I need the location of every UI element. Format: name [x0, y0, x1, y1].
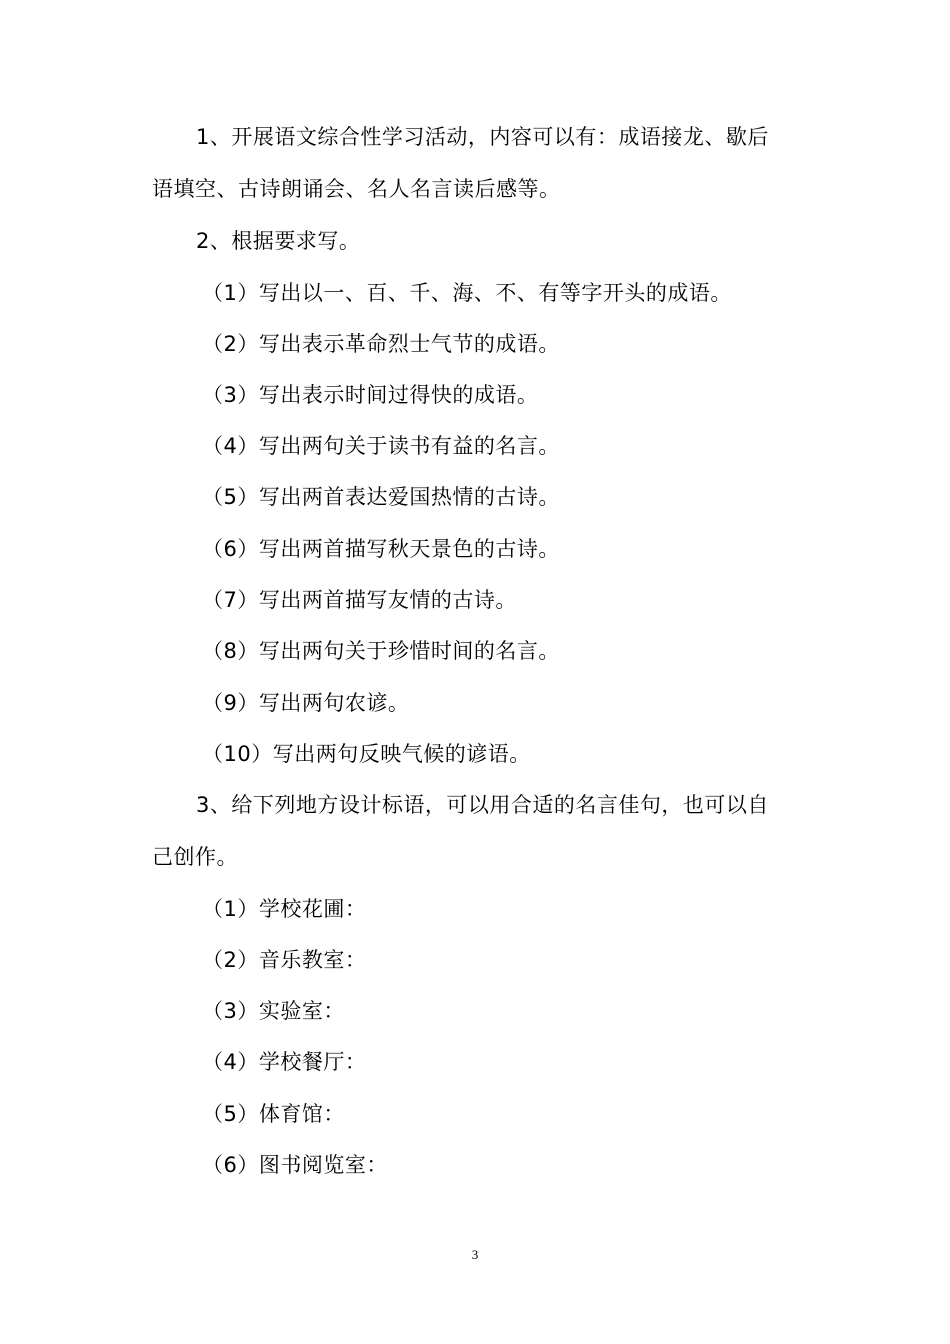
- section3-item: （4）学校餐厅：: [202, 1050, 367, 1074]
- section3-item: （3）实验室：: [202, 999, 345, 1023]
- page-number: 3: [471, 1247, 479, 1262]
- section2-item: （3）写出表示时间过得快的成语。: [202, 383, 539, 407]
- section2-item: （8）写出两句关于珍惜时间的名言。: [202, 639, 560, 663]
- section2-item: （9）写出两句农谚。: [202, 691, 410, 715]
- section3-item: （5）体育馆：: [202, 1102, 345, 1126]
- section2-item: （5）写出两首表达爱国热情的古诗。: [202, 485, 560, 509]
- section2-item: （1）写出以一、百、千、海、不、有等字开头的成语。: [202, 281, 732, 305]
- section3-line2: 己创作。: [152, 845, 238, 869]
- section3-item: （6）图书阅览室：: [202, 1153, 388, 1177]
- section3-item: （1）学校花圃：: [202, 897, 367, 921]
- section3-line1: 3、给下列地方设计标语，可以用合适的名言佳句，也可以自: [196, 793, 769, 817]
- section1-line2: 语填空、古诗朗诵会、名人名言读后感等。: [152, 177, 561, 201]
- section2-item: （7）写出两首描写友情的古诗。: [202, 588, 517, 612]
- section3-item: （2）音乐教室：: [202, 948, 367, 972]
- section1-line1: 1、开展语文综合性学习活动，内容可以有：成语接龙、歇后: [196, 125, 769, 149]
- section2-item: （2）写出表示革命烈士气节的成语。: [202, 332, 560, 356]
- section2-heading: 2、根据要求写。: [196, 229, 361, 253]
- section2-item: （10）写出两句反映气候的谚语。: [202, 742, 531, 766]
- section2-item: （4）写出两句关于读书有益的名言。: [202, 434, 560, 458]
- section2-item: （6）写出两首描写秋天景色的古诗。: [202, 537, 560, 561]
